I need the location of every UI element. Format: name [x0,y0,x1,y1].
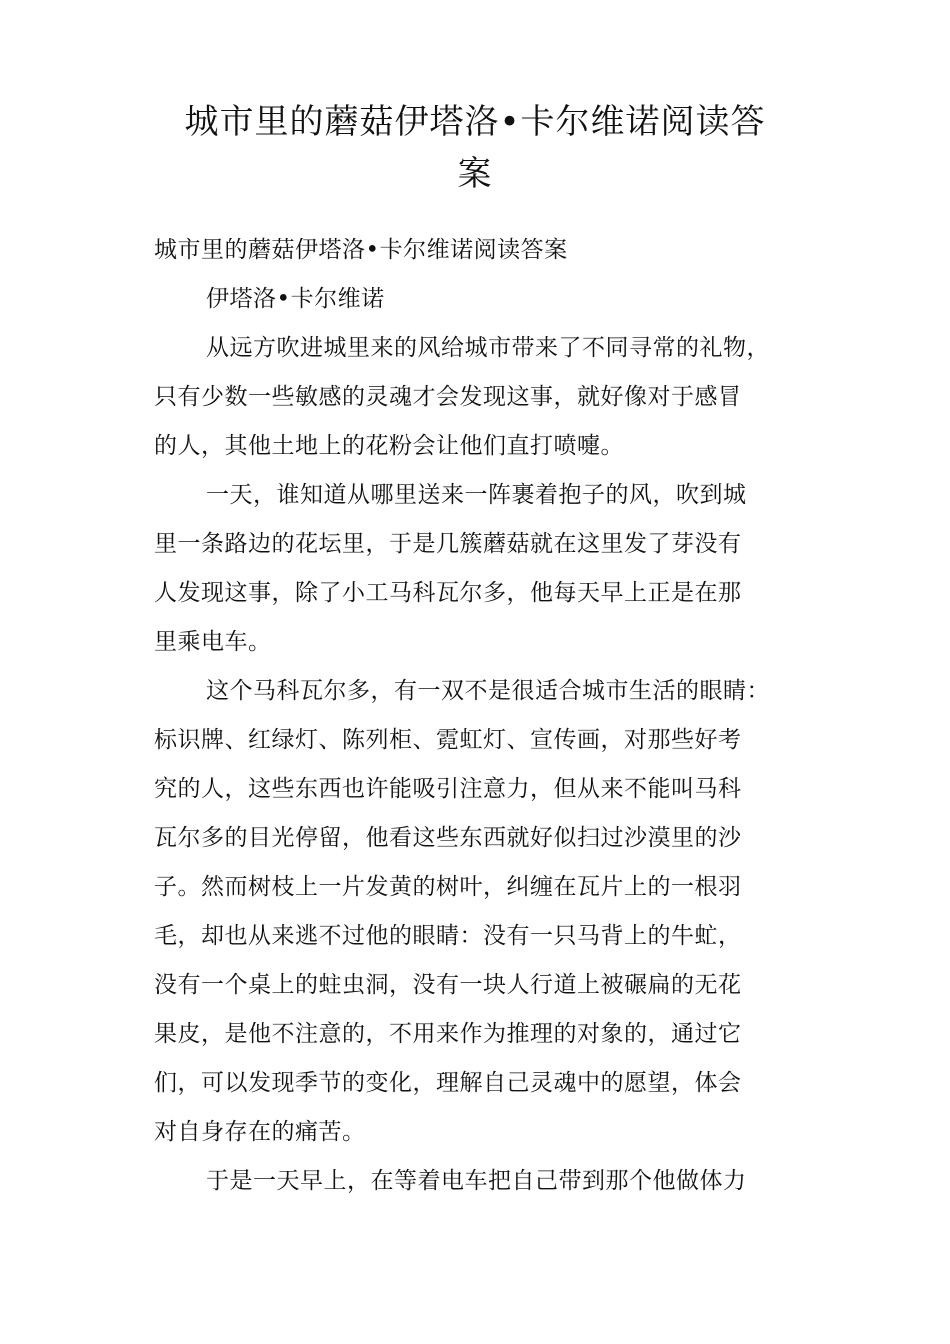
paragraph-2-line-4: 里乘电车。 [154,629,272,655]
paragraph-3-line-8: 果皮，是他不注意的，不用来作为推理的对象的，通过它 [154,1021,742,1047]
paragraph-1-line-1: 从远方吹进城里来的风给城市带来了不同寻常的礼物， [206,335,770,361]
paragraph-2-line-3: 人发现这事，除了小工马科瓦尔多，他每天早上正是在那 [154,580,742,606]
author-line: 伊塔洛•卡尔维诺 [206,286,385,312]
paragraph-3-line-7: 没有一个桌上的蛀虫洞，没有一块人行道上被碾扁的无花 [154,972,742,998]
paragraph-3-line-5: 子。然而树枝上一片发黄的树叶，纠缠在瓦片上的一根羽 [154,874,742,900]
paragraph-1-line-2: 只有少数一些敏感的灵魂才会发现这事，就好像对于感冒 [154,384,742,410]
title-line-1: 城市里的蘑菇伊塔洛•卡尔维诺阅读答 [184,102,766,142]
paragraph-2-line-2: 里一条路边的花坛里，于是几簇蘑菇就在这里发了芽没有 [154,531,742,557]
paragraph-4-line-1: 于是一天早上，在等着电车把自己带到那个他做体力 [206,1168,747,1194]
paragraph-3-line-1: 这个马科瓦尔多，有一双不是很适合城市生活的眼睛： [206,678,770,704]
paragraph-3-line-4: 瓦尔多的目光停留，他看这些东西就好似扫过沙漠里的沙 [154,825,742,851]
paragraph-3-line-10: 对自身存在的痛苦。 [154,1119,366,1145]
paragraph-3-line-3: 究的人，这些东西也许能吸引注意力，但从来不能叫马科 [154,776,742,802]
title-line-2: 案 [457,154,493,194]
document-body [154,226,814,1206]
paragraph-3-line-9: 们，可以发现季节的变化，理解自己灵魂中的愿望，体会 [154,1070,742,1096]
document-title [150,96,800,200]
paragraph-2-line-1: 一天，谁知道从哪里送来一阵裹着抱子的风，吹到城 [206,482,747,508]
paragraph-3-line-6: 毛，却也从来逃不过他的眼睛：没有一只马背上的牛虻， [154,923,742,949]
subtitle: 城市里的蘑菇伊塔洛•卡尔维诺阅读答案 [154,237,568,263]
paragraph-1-line-3: 的人，其他土地上的花粉会让他们直打喷嚏。 [154,433,624,459]
paragraph-3-line-2: 标识牌、红绿灯、陈列柜、霓虹灯、宣传画，对那些好考 [154,727,742,753]
